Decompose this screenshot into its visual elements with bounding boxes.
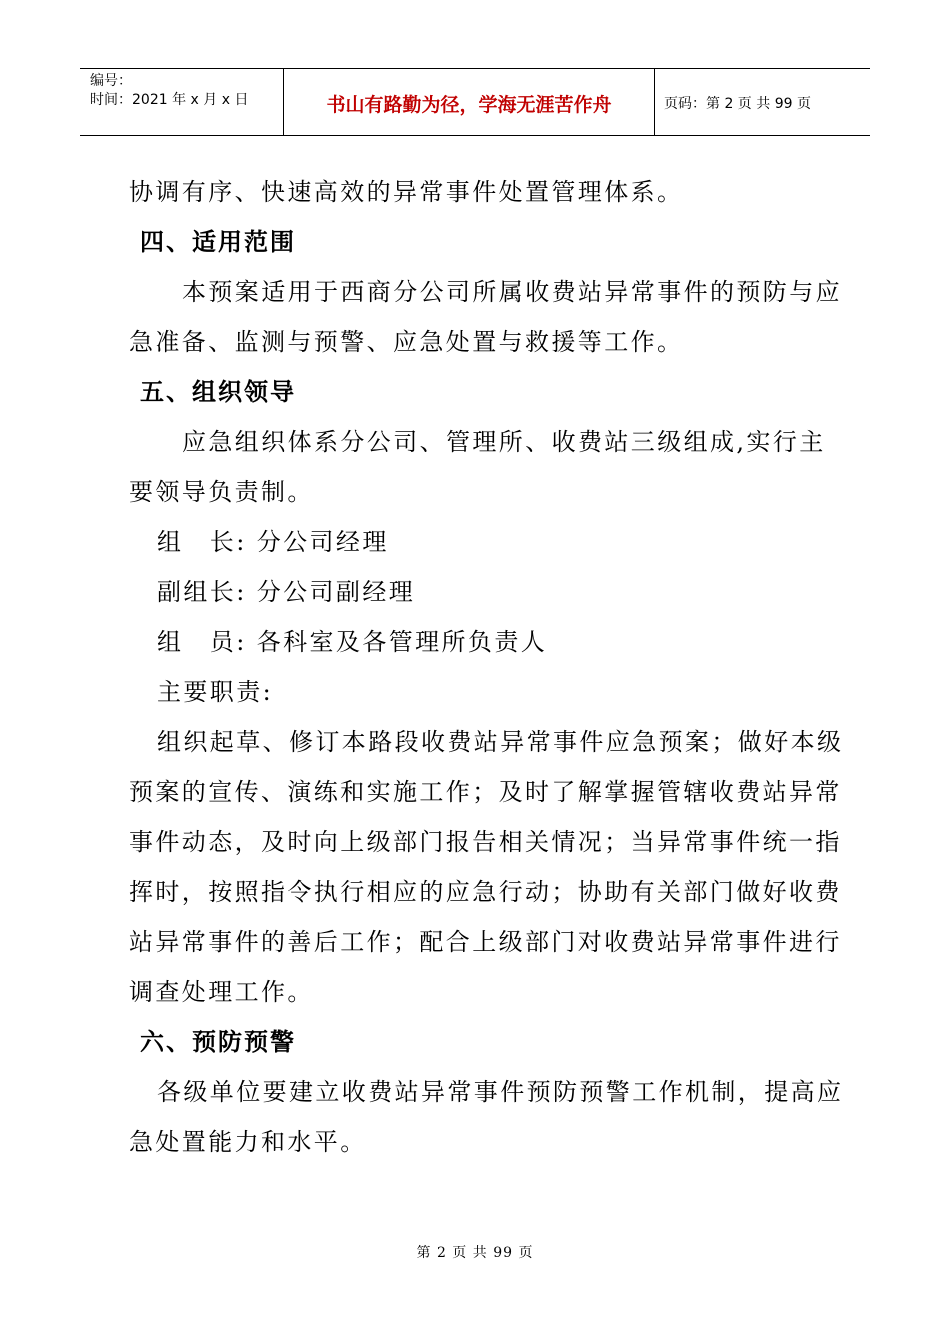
body-line: 事件动态，及时向上级部门报告相关情况；当异常事件统一指 [129,828,842,856]
header-page-info: 页码：第 2 页 共 99 页 [664,96,811,112]
header-bottom-rule [80,135,870,136]
body-line: 本预案适用于西商分公司所属收费站异常事件的预防与应 [182,278,842,306]
body-line: 应急组织体系分公司、管理所、收费站三级组成,实行主 [182,428,826,456]
body-line: 要领导负责制。 [129,478,314,506]
page-header [80,68,870,136]
body-line: 站异常事件的善后工作；配合上级部门对收费站异常事件进行 [129,928,842,956]
header-time: 时间：2021 年 x 月 x 日 [90,92,249,108]
header-top-rule [80,68,870,69]
header-number: 编号： [90,73,132,89]
header-motto: 书山有路勤为径，学海无涯苦作舟 [326,94,612,116]
section-heading: 五、组织领导 [140,378,296,406]
section-heading: 四、适用范围 [140,228,296,256]
body-line: 副组长: 分公司副经理 [157,578,416,606]
header-divider [654,68,655,136]
body-line: 组 长: 分公司经理 [157,528,389,556]
body-line: 急处置能力和水平。 [129,1128,367,1156]
body-line: 主要职责: [157,678,274,706]
body-line: 调查处理工作。 [129,978,314,1006]
page-footer: 第 2 页 共 99 页 [416,1245,534,1261]
header-meta [90,72,248,110]
body-line: 急准备、监测与预警、应急处置与救援等工作。 [129,328,684,356]
body-line: 组织起草、修订本路段收费站异常事件应急预案；做好本级 [157,728,844,756]
body-line: 组 员: 各科室及各管理所负责人 [157,628,548,656]
section-heading: 六、预防预警 [140,1028,296,1056]
body-line: 各级单位要建立收费站异常事件预防预警工作机制，提高应 [157,1078,844,1106]
body-line: 协调有序、快速高效的异常事件处置管理体系。 [129,178,684,206]
body-line: 挥时，按照指令执行相应的应急行动；协助有关部门做好收费 [129,878,842,906]
body-line: 预案的宣传、演练和实施工作；及时了解掌握管辖收费站异常 [129,778,842,806]
